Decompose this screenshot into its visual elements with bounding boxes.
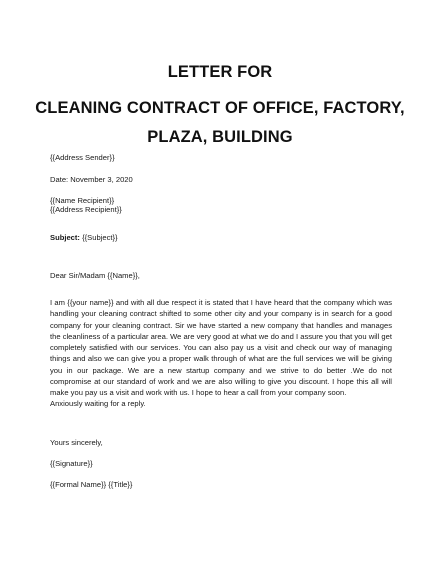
subtitle-line-1: CLEANING CONTRACT OF OFFICE, FACTORY, (35, 99, 405, 117)
sign-off: Yours sincerely, (50, 438, 103, 447)
letter-date: Date: November 3, 2020 (50, 175, 133, 184)
body-paragraph: I am {{your name}} and with all due respect it is stated that I have heard that the company which was handling your cleaning contract shifted to some other city and your company is in search for a good company for your cleaning contract. Sir we have started a new company that handles and manages the cleanliness of a particular area. We are very good at what we do and I assure you that you will get completely satisfied with our services. You can also pay us a visit and check our way of managing things and also we can give you a proper walk through of what are the full services we will be giving you in our package. We are a new startup company and we strive to do better .We do not compromise at our standard of work and we are also willing to give you discount. I hope this all will make you pay us a visit and work with us. I hope to hear a call from your company soon. (50, 298, 392, 398)
name-recipient: {{Name Recipient}} (50, 196, 115, 205)
salutation: Dear Sir/Madam {{Name}}, (50, 271, 140, 280)
subject-line (50, 232, 392, 243)
subtitle-line-2: PLAZA, BUILDING (147, 128, 293, 146)
letter-title: LETTER FOR (167, 63, 273, 81)
address-recipient: {{Address Recipient}} (50, 205, 122, 214)
letter-subtitle (0, 94, 440, 152)
formal-name-title: {{Formal Name}} {{Title}} (50, 480, 133, 489)
subject-value: {{Subject}} (79, 233, 118, 242)
subject-label: Subject: (50, 233, 80, 242)
signature-placeholder: {{Signature}} (50, 459, 93, 468)
closing-line: Anxiously waiting for a reply. (50, 399, 146, 408)
address-sender: {{Address Sender}} (50, 153, 115, 162)
